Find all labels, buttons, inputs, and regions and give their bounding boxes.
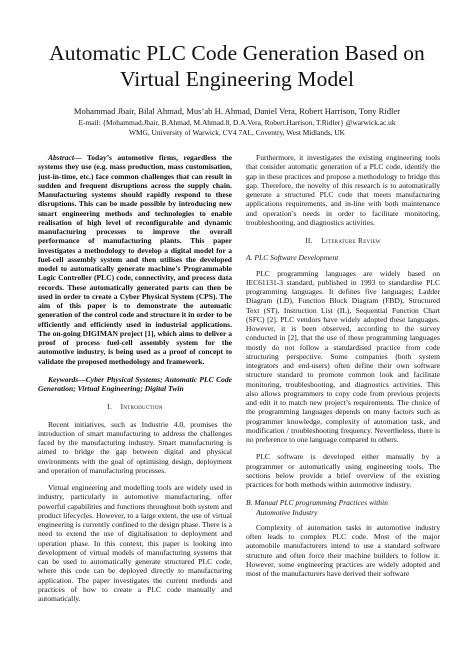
left-column (38, 153, 232, 603)
section-title: Introduction (120, 402, 163, 412)
abstract-lead: Abstract— (48, 153, 82, 162)
intro-paragraph-1: Recent initiatives, such as Industrie 4.0, promises the introduction of smart manufacturing to address the challenges faced by the manufacturing industry. Smart manufacturing is aimed to bridge the gap between digital and physical environments with the goal of optimising design, deployment and operation of manufacturing processes. (38, 419, 232, 475)
author-affiliation: WMG, University of Warwick, CV4 7AL, Coventry, West Midlands, UK (128, 127, 346, 137)
abstract-body: Today’s automotive firms, regardless the systems they use (e.g. mass production, mass customisation, just-in-time, etc.) face common challenges that can result in sudden and frequent disruptions across the supply chain. Manufacturing systems should rapidly respond to these disruptions. This can be made possible by introducing new smart engineering methods and technologies to enable realisation of high level of reconfigurable and dynamic manufacturing processes to improve the overall performance of manufacturing plants. This paper investigates a methodology to develop a digital model for a fuel-cell assembly system and then utilises the developed model to automatically generate machine’s Programmable Logic Controller (PLC) code, connectivity, and process data records. These automatically generated parts can then be used in order to create a Cyber Physical System (CPS). The aim of this paper is to demonstrate the automatic generation of the control code and structure it in order to be efficiently and efficiently used in industrial applications. The on-going DIGIMAN project [1], which aims to deliver a proof of process fuel-cell assembly system for the automotive industry, is being used as a proof of concept to validate the proposed methodology and framework. (38, 153, 232, 366)
section-heading-literature-review (246, 236, 440, 245)
paper-title: Automatic PLC Code Generation Based on Virtual Engineering Model (49, 41, 425, 91)
right-column (246, 153, 440, 578)
section-number: I. (107, 402, 113, 412)
plc-paragraph-1: PLC programming languages are widely based on IEC61131-3 standard, published in 1993 to standardise PLC programming languages. It defines five languages; Ladder Diagram (LD), Function Block Diagram (FBD), Structured Text (ST), Instruction List (IL), Sequential Function Chart (SFC) [2]. PLC vendors have widely adopted these languages. However, it is been observed, according to the survey conducted in [2], that the use of these programming languages mostly do not follow a standardised practice from code structuring perspective. Some companies (both system integrators and end-users) often define their own software structure standard to promote common look and facilitate monitoring, troubleshooting, and diagnostics activities. This also allows programmers to copy code from previous projects and edit it to match new project’s requirements. The choice of the programming languages depends on many factors such as programmer knowledge, complexity of automation task, and modification / troubleshooting frequency. Nevertheless, there is no preference to one language compared to others. (246, 268, 440, 444)
intro-paragraph-2: Virtual engineering and modelling tools are widely used in industry, particularly in automotive manufacturing, offer powerful capabilities and functions throughout both system and product lifecycles. However, to a large extent, the use of virtual engineering is currently confined to the design phase. There is a need to extend the use of digitalisation to deployment and operation phase. In this context, this paper is looking into development of virtual models of manufacturing systems that can be used to automatically generate structured PLC code, where this code can be deployed directly to manufacturing application. The paper investigates the current methods and practices of how to create a PLC code manually and automatically. (38, 483, 232, 603)
keywords: Keywords—Cyber Physical Systems; Automatic PLC Code Generation; Virtual Engineering; Digital Twin (38, 374, 232, 393)
plc-paragraph-2: PLC software is developed either manually by a programmer or automatically using engineering tools. The sections below provide a brief overview of the existing practices for both methods within automotive industry. (246, 452, 440, 489)
subsection-title-line-2: Automotive Industry (256, 507, 318, 517)
section-title: Literature Review (321, 236, 381, 245)
author-list: Mohammad Jbair, Bilal Ahmad, Mus’ab H. Ahmad, Daniel Vera, Robert Harrison, Tony Ridler (73, 106, 401, 116)
author-emails: E-mail: {Mohammad.Jbair, B.Ahmad, M.Ahmad.8, D.A.Vera, Robert.Harrison, T.Ridler} @warwick.ac.uk (78, 118, 396, 127)
abstract (38, 153, 232, 366)
subsection-title-line-1: B. Manual PLC programming Practices within (246, 498, 388, 508)
manual-plc-paragraph-1: Complexity of automation tasks in automotive industry often leads to complex PLC code. Most of the major automobile manufacturers intend to use a standard software structure and often force their machine builders to follow it. However, some engineering practices are widely adopted and most of the manufacturers have derived their software (246, 522, 440, 578)
section-heading-introduction (38, 402, 232, 411)
intro-paragraph-3: Furthermore, it investigates the existing engineering tools that consider automatic generation of a PLC code, identify the gap in these practices and propose a methodology to bridge this gap. Therefore, the novelty of this research is to automatically generate a structured PLC code that meets manufacturing applications requirements, and in-line with both maintenance and operation’s needs in order to facilitate monitoring, troubleshooting, and diagnostics activities. (246, 153, 440, 227)
section-number: II. (305, 236, 313, 245)
subsection-heading-manual-plc (246, 498, 440, 517)
subsection-heading-plc-software: A. PLC Software Development (246, 253, 339, 263)
